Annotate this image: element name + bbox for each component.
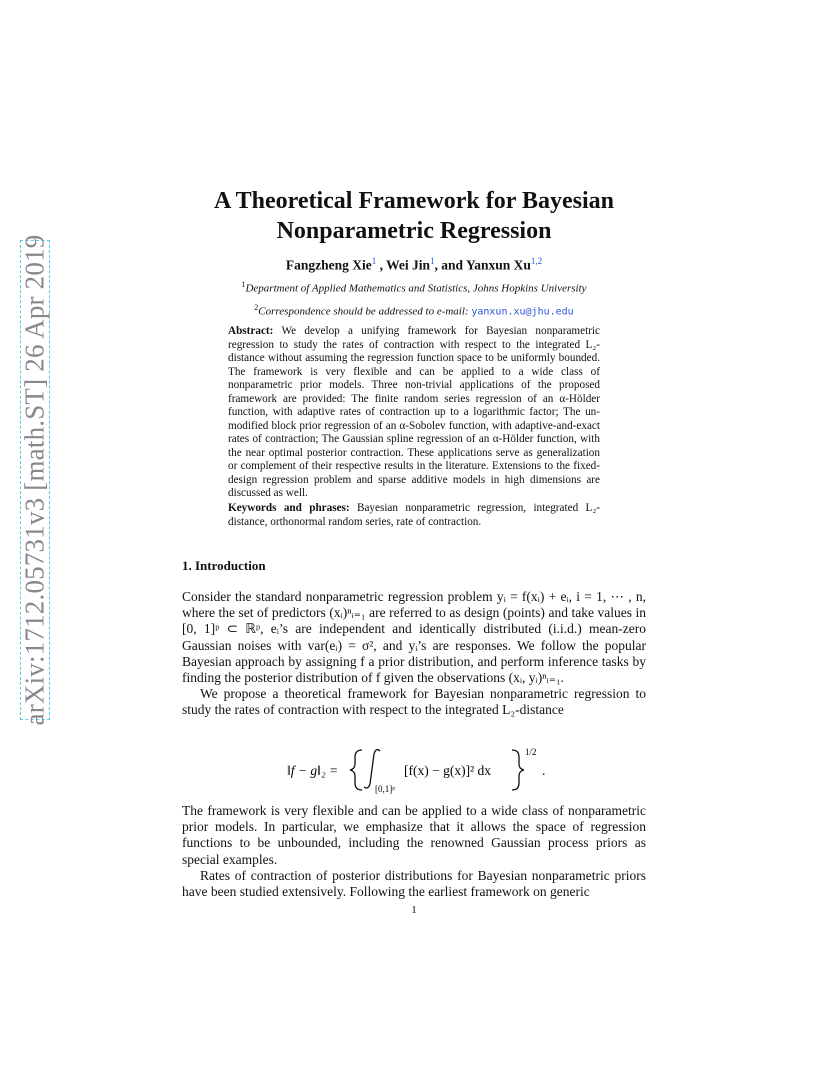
right-brace [512, 750, 524, 790]
title-line-1: A Theoretical Framework for Bayesian [214, 188, 614, 214]
paragraph: Rates of contraction of posterior distributions for Bayesian nonparametric priors have been studied extensively. Following the earliest framework on generic [182, 867, 646, 900]
title-line-2: Nonparametric Regression [276, 218, 552, 244]
correspondence-text: Correspondence should be addressed to e-mail: [258, 305, 472, 318]
body-block-2 [182, 803, 646, 900]
equation-period: . [542, 763, 546, 778]
affiliation-marker: 1 [241, 280, 246, 289]
author-affil-link[interactable]: 1,2 [530, 256, 543, 266]
arxiv-stamp-text: arXiv:1712.05731v3 [math.ST] 26 Apr 2019 [19, 234, 50, 726]
paragraph: Consider the standard nonparametric regression problem yᵢ = f(xᵢ) + eᵢ, i = 1, ⋯ , n, where the set of predictors (xᵢ)ⁿᵢ₌₁ are referred to as design (points) and take values in [0, 1]ᵖ ⊂ ℝᵖ, eᵢ’s are independent and identically distributed (i.i.d.) mean-zero Gaussian noises with var(eᵢ) = σ², and yᵢ’s are responses. We follow the popular Bayesian approach by assigning f a prior distribution, and perform inference tasks by finding the posterior distribution of f given the observations (xᵢ, yᵢ)ⁿᵢ₌₁. [182, 589, 646, 686]
affiliation-department [140, 280, 688, 295]
display-equation [182, 744, 646, 794]
keywords [228, 502, 600, 529]
affiliation-marker: 2 [254, 303, 259, 312]
paragraph: We propose a theoretical framework for Bayesian nonparametric regression to study the rates of contraction with respect to the integrated L₂-distance [182, 686, 646, 718]
author-affil-link[interactable]: 1 [430, 256, 435, 266]
equation-svg [182, 744, 646, 794]
author-list [140, 256, 688, 274]
integrand: [f(x) − g(x)]² dx [404, 763, 492, 778]
affiliation-correspondence [140, 303, 688, 318]
arxiv-stamp [14, 234, 54, 726]
paragraph: The framework is very flexible and can be applied to a wide class of nonparametric prior models. In particular, we emphasize that it allows the space of regression functions to be unbounded, including the renowned Gaussian process priors as special examples. [182, 803, 646, 867]
author-affil-link[interactable]: 1 [371, 256, 377, 266]
abstract [228, 325, 600, 501]
equation-exponent: 1/2 [525, 747, 537, 757]
author-name: Wei Jin [386, 257, 431, 273]
paper-title [140, 186, 688, 246]
integral-domain: [0,1]ᵖ [375, 784, 396, 794]
abstract-text: We develop a unifying framework for Bayesian nonparametric regression to study the rates of contraction with respect to the integrated L₂-distance without assuming the regression function space to be uniformly bounded. The framework is very flexible and can be applied to a wide class of nonparametric prior models. Three non-trivial applications of the proposed framework are provided: The finite random series regression of an α-Hölder function, with adaptive rates of contraction up to a logarithmic factor; The un-modified block prior regression of an α-Sobolev function, with adaptive-and-exact rates of contraction; The Gaussian spline regression of an α-Hölder function, with the near optimal posterior contraction. These applications serve as generalization or complement of their respective results in the literature. Extensions to the fixed-design regression problem and sparse additive models in high dimensions are discussed as well. [228, 325, 600, 499]
section-heading: 1. Introduction [182, 558, 266, 573]
affiliation-text: Department of Applied Mathematics and Statistics, Johns Hopkins University [245, 282, 587, 295]
author-separator: , and [434, 257, 466, 273]
page-number: 1 [411, 904, 417, 916]
integral-sign [364, 750, 380, 788]
equation-lhs: ‖f − g‖₂ = [287, 763, 339, 778]
author-name: Yanxun Xu [465, 257, 531, 273]
abstract-label: Abstract: [228, 325, 274, 337]
author-separator: , [376, 257, 387, 273]
keywords-label: Keywords and phrases: [228, 502, 350, 514]
keywords-text: Bayesian nonparametric regression, integrated L₂-distance, orthonormal random series, rate of contraction. [228, 502, 600, 528]
left-brace [350, 750, 362, 790]
author-name: Fangzheng Xie [285, 257, 372, 273]
body-block-1 [182, 589, 646, 719]
email-link[interactable]: yanxun.xu@jhu.edu [471, 306, 574, 318]
